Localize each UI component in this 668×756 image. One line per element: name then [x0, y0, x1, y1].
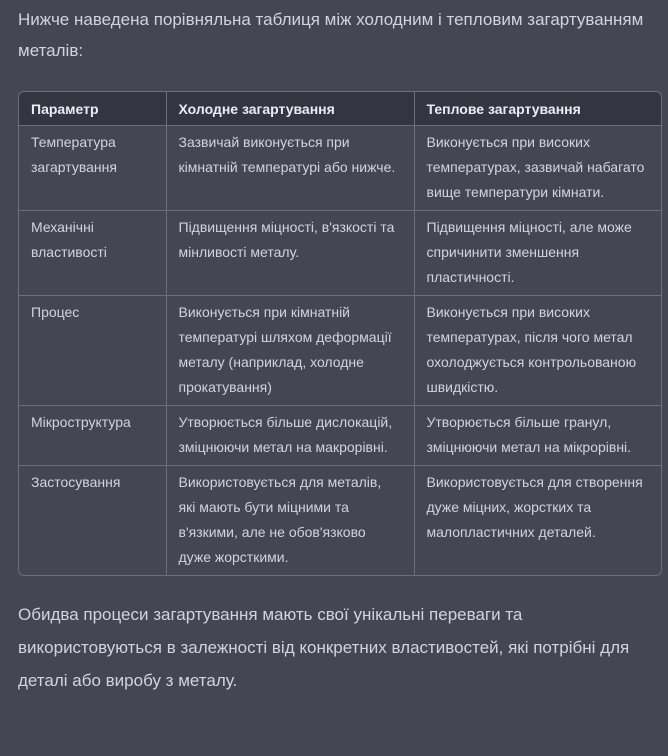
cell-parameter: Механічні властивості	[19, 211, 166, 296]
header-heat-hardening: Теплове загартування	[414, 92, 661, 126]
cell-heat: Підвищення міцності, але може спричинити зменшення пластичності.	[414, 211, 661, 296]
outro-paragraph: Обидва процеси загартування мають свої унікальні переваги та використовуються в залежності від конкретних властивостей, які потрібні для деталі або виробу з металу.	[18, 605, 630, 690]
cell-heat: Виконується при високих температурах, зазвичай набагато вище температури кімнати.	[414, 126, 661, 211]
table-row	[19, 296, 661, 406]
comparison-table	[19, 92, 661, 575]
header-parameter: Параметр	[19, 92, 166, 126]
table-row	[19, 466, 661, 576]
cell-heat: Утворюється більше гранул, зміцнюючи метал на мікрорівні.	[414, 406, 661, 466]
cell-cold: Зазвичай виконується при кімнатній температурі або нижче.	[166, 126, 414, 211]
cell-cold: Утворюється більше дислокацій, зміцнюючи метал на макрорівні.	[166, 406, 414, 466]
table-header	[19, 92, 661, 126]
cell-parameter: Мікроструктура	[19, 406, 166, 466]
intro-paragraph: Нижче наведена порівняльна таблиця між холодним і тепловим загартуванням металів:	[18, 10, 644, 60]
table-row	[19, 126, 661, 211]
cell-cold: Використовується для металів, які мають бути міцними та в'язкими, але не обов'язково дуже жорсткими.	[166, 466, 414, 576]
table-row	[19, 211, 661, 296]
table-body	[19, 126, 661, 576]
cell-heat: Виконується при високих температурах, після чого метал охолоджується контрольованою швидкістю.	[414, 296, 661, 406]
header-row	[19, 92, 661, 126]
cell-cold: Виконується при кімнатній температурі шляхом деформації металу (наприклад, холодне прокатування)	[166, 296, 414, 406]
header-cold-hardening: Холодне загартування	[166, 92, 414, 126]
cell-parameter: Застосування	[19, 466, 166, 576]
cell-parameter: Процес	[19, 296, 166, 406]
cell-cold: Підвищення міцності, в'язкості та мінливості металу.	[166, 211, 414, 296]
cell-parameter: Температура загартування	[19, 126, 166, 211]
comparison-table-container	[18, 91, 662, 576]
cell-heat: Використовується для створення дуже міцних, жорстких та малопластичних деталей.	[414, 466, 661, 576]
message-content	[18, 0, 658, 697]
table-row	[19, 406, 661, 466]
